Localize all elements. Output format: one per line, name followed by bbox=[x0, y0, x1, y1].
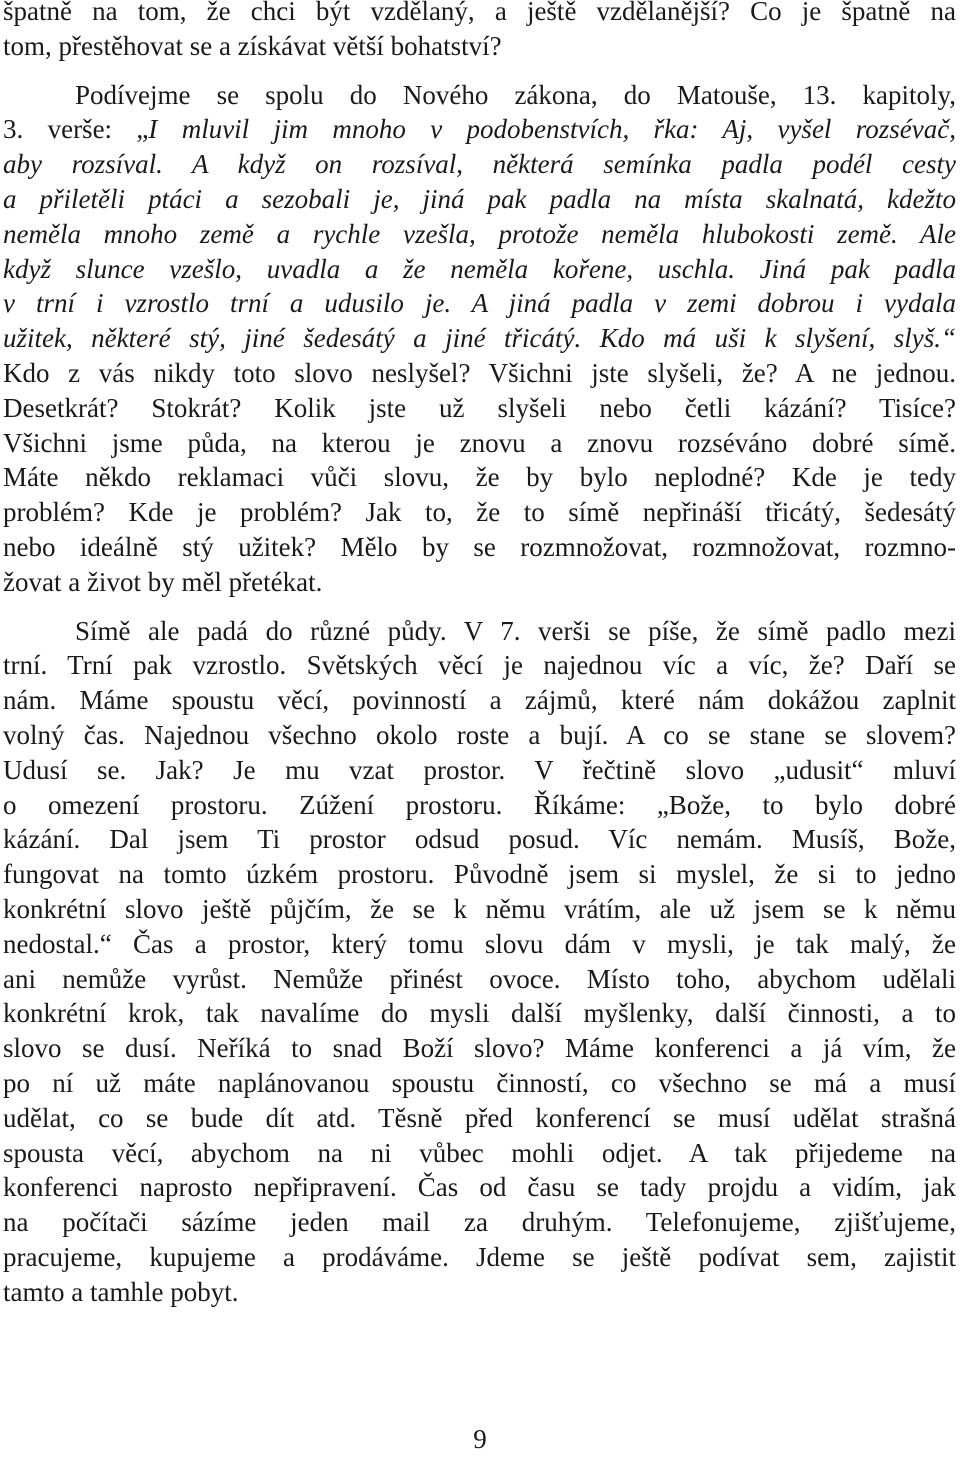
text-line: spousta věcí, abychom na ni vůbec mohli odjet. A tak přijedeme na bbox=[3, 1137, 956, 1168]
text-line: 3. verše: „I mluvil jim mnoho v podobenstvích, řka: Aj, vyšel rozsévač, bbox=[3, 114, 956, 145]
text-line: pracujeme, kupujeme a prodáváme. Jdeme se ještě podívat sem, zajistit bbox=[3, 1241, 956, 1272]
text-line: tamto a tamhle pobyt. bbox=[3, 1276, 239, 1307]
text-line: volný čas. Najednou všechno okolo roste a bují. A co se stane se slovem? bbox=[3, 719, 956, 750]
text-line: slovo se dusí. Neříká to snad Boží slovo? Máme konferenci a já vím, že bbox=[3, 1033, 956, 1064]
text-line: nebo ideálně stý užitek? Mělo by se rozmnožovat, rozmnožovat, rozmno- bbox=[3, 531, 956, 562]
text-line: po ní už máte naplánovanou spoustu činností, co všechno se má a musí bbox=[3, 1067, 956, 1098]
quote-line: aby rozsíval. A když on rozsíval, některá semínka padla podél cesty bbox=[3, 149, 956, 180]
text-line: na počítači sázíme jeden mail za druhým. Telefonujeme, zjišťujeme, bbox=[3, 1207, 956, 1238]
text-line: problém? Kde je problém? Jak to, že to símě nepřináší třicátý, šedesátý bbox=[3, 497, 956, 528]
quote-line: a přiletěli ptáci a sezobali je, jiná pak padla na místa skalnatá, kdežto bbox=[3, 183, 956, 214]
quote-line: neměla mnoho země a rychle vzešla, protože neměla hlubokosti země. Ale bbox=[3, 218, 956, 249]
paragraph-2 bbox=[3, 78, 956, 600]
text-line: trní. Trní pak vzrostlo. Světských věcí je najednou víc a víc, že? Daří se bbox=[3, 650, 956, 681]
body-text bbox=[3, 0, 956, 1309]
text-line: o omezení prostoru. Zúžení prostoru. Říkáme: „Bože, to bylo dobré bbox=[3, 789, 956, 820]
text-line: kázání. Dal jsem Ti prostor odsud posud. Víc nemám. Musíš, Bože, bbox=[3, 824, 956, 855]
text-line: Desetkrát? Stokrát? Kolik jste už slyšeli nebo četli kázání? Tisíce? bbox=[3, 392, 956, 423]
text-line: Udusí se. Jak? Je mu vzat prostor. V řečtině slovo „udusit“ mluví bbox=[3, 754, 956, 785]
text-line: konkrétní slovo ještě půjčím, že se k němu vrátím, ale už jsem se k němu bbox=[3, 893, 956, 924]
text-line: nám. Máme spoustu věcí, povinností a zájmů, které nám dokážou zaplnit bbox=[3, 685, 956, 716]
text-line: ani nemůže vyrůst. Nemůže přinést ovoce. Místo toho, abychom udělali bbox=[3, 963, 956, 994]
text-line: konkrétní krok, tak navalíme do mysli další myšlenky, další činnosti, a to bbox=[3, 998, 956, 1029]
text-line: Kdo z vás nikdy toto slovo neslyšel? Všichni jste slyšeli, že? A ne jednou. bbox=[3, 357, 956, 388]
quote-line: v trní i vzrostlo trní a udusilo je. A jiná padla v zemi dobrou i vydala bbox=[3, 288, 956, 319]
text-line: tom, přestěhovat se a získávat větší bohatství? bbox=[3, 30, 502, 61]
text-line: udělat, co se bude dít atd. Těsně před konferencí se musí udělat strašná bbox=[3, 1102, 956, 1133]
text-line: Símě ale padá do různé půdy. V 7. verši se píše, že símě padlo mezi bbox=[75, 615, 956, 646]
paragraph-1 bbox=[3, 0, 956, 64]
text-line: nedostal.“ Čas a prostor, který tomu slovu dám v mysli, je tak malý, že bbox=[3, 928, 956, 959]
paragraph-3 bbox=[3, 614, 956, 1310]
text-line: žovat a život by měl přetékat. bbox=[3, 566, 323, 597]
text-line: Máte někdo reklamaci vůči slovu, že by bylo neplodné? Kde je tedy bbox=[3, 462, 956, 493]
quote-line: užitek, některé stý, jiné šedesátý a jiné třicátý. Kdo má uši k slyšení, slyš.“ bbox=[3, 323, 956, 354]
text-line: špatně na tom, že chci být vzdělaný, a ještě vzdělanější? Co je špatně na bbox=[3, 0, 956, 26]
text-line: Podívejme se spolu do Nového zákona, do Matouše, 13. kapitoly, bbox=[75, 79, 956, 110]
text-line: konferenci naprosto nepřipravení. Čas od času se tady projdu a vidím, jak bbox=[3, 1172, 956, 1203]
quote-line: když slunce vzešlo, uvadla a že neměla kořene, uschla. Jiná pak padla bbox=[3, 253, 956, 284]
text-line: fungovat na tomto úzkém prostoru. Původně jsem si myslel, že si to jedno bbox=[3, 859, 956, 890]
text-line: Všichni jsme půda, na kterou je znovu a znovu rozséváno dobré símě. bbox=[3, 427, 956, 458]
page-number: 9 bbox=[473, 1424, 487, 1454]
